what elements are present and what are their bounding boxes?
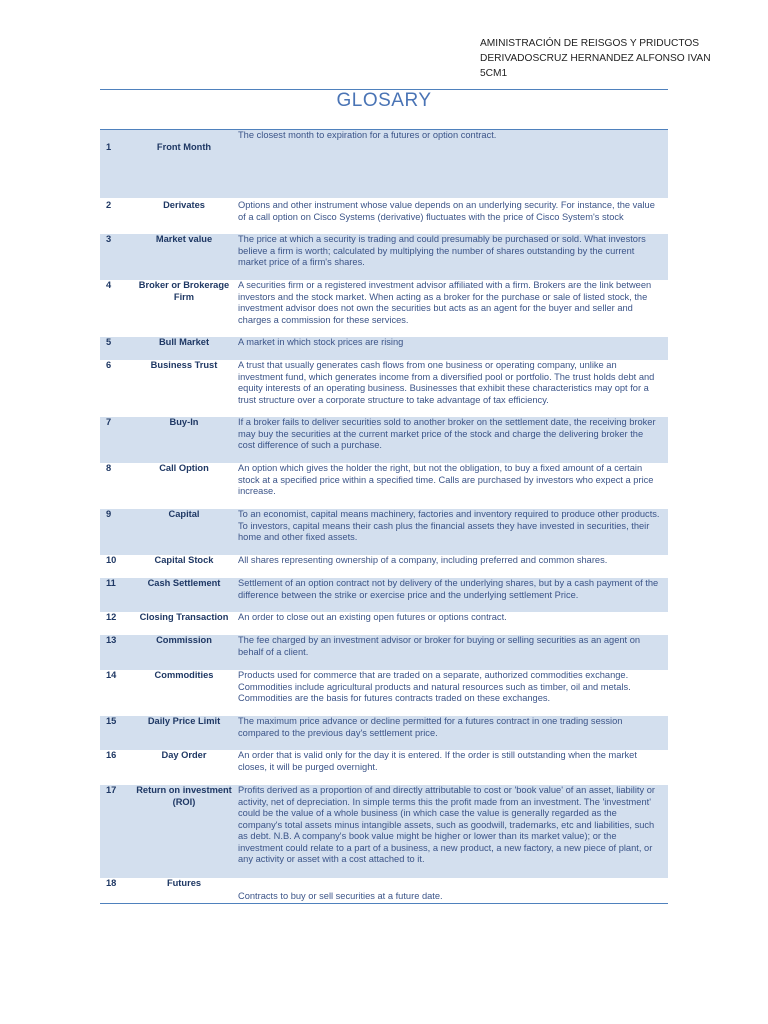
table-row (100, 750, 668, 785)
entry-definition: If a broker fails to deliver securities sold to another broker on the settlement date, the receiving broker may buy the securities at the current market price of the stock and charge the delivering broker the cost difference of such a purchase. (238, 417, 668, 463)
table-row (100, 635, 668, 670)
table-row (100, 280, 668, 337)
entry-definition: The fee charged by an investment advisor or broker for buying or selling securities as an agent on behalf of a client. (238, 635, 668, 670)
entry-term: Commission (136, 635, 238, 670)
table-row (100, 670, 668, 716)
entry-number: 15 (100, 716, 136, 750)
table-row (100, 463, 668, 509)
entry-definition: Options and other instrument whose value depends on an underlying security. For instance, the value of a call option on Cisco Systems (derivative) fluctuates with the price of Cisco System's stock (238, 200, 655, 222)
entry-number: 6 (106, 360, 112, 370)
table-row (100, 555, 668, 578)
entry-term: Bull Market (136, 337, 238, 360)
table-row (100, 337, 668, 360)
entry-definition: An option which gives the holder the right, but not the obligation, to buy a fixed amount of a certain stock at a specified price within a specified time. Calls are purchased by investors who expect a price increase. (238, 463, 654, 496)
entry-definition: Contracts to buy or sell securities at a future date. (238, 878, 668, 904)
entry-definition: A market in which stock prices are rising (238, 337, 668, 360)
entry-term: Broker or Brokerage Firm (138, 280, 230, 302)
table-row (100, 785, 668, 878)
entry-number: 13 (100, 635, 136, 670)
entry-number: 10 (106, 555, 117, 565)
entry-definition: All shares representing ownership of a company, including preferred and common shares. (238, 555, 608, 565)
entry-definition: A securities firm or a registered investment advisor affiliated with a firm. Brokers are the link between investors and the stock market. When acting as a broker for the purchase or sale of listed stock, the investment advisor does not own the securities but acts as an agent for the buyer and seller and charges a commission for these services. (238, 280, 652, 325)
entry-term: Capital (136, 509, 238, 555)
table-row (100, 878, 668, 904)
entry-definition: An order that is valid only for the day it is entered. If the order is still outstanding when the market closes, it will be purged overnight. (238, 750, 637, 772)
entry-term: Business Trust (150, 360, 218, 370)
entry-term: Market value (136, 234, 238, 280)
entry-definition: Settlement of an option contract not by delivery of the underlying shares, but by a cash payment of the difference between the strike or exercise price and the underlying settlement Price. (238, 578, 668, 612)
entry-definition: The maximum price advance or decline permitted for a futures contract in one trading session compared to the previous day's settlement price. (238, 716, 668, 750)
entry-term: Daily Price Limit (136, 716, 238, 750)
entry-term: Futures (136, 878, 238, 904)
entry-number: 8 (106, 463, 112, 473)
entry-term: Return on investment (ROI) (136, 785, 238, 878)
entry-number: 7 (100, 417, 136, 463)
header-line-3: 5CM1 (480, 68, 508, 79)
entry-definition: The closest month to expiration for a futures or option contract. (238, 130, 668, 198)
entry-number: 18 (100, 878, 136, 904)
entry-definition: Products used for commerce that are traded on a separate, authorized commodities exchange. Commodities include agricultural products and natural resources such as timber, oil and metals. Commodities are the basis for futures contracts traded on these exchanges. (238, 670, 631, 703)
table-row (100, 360, 668, 417)
entry-number: 1 (100, 130, 136, 198)
table-row (100, 612, 668, 635)
entry-term: Commodities (154, 670, 214, 680)
entry-number: 14 (106, 670, 117, 680)
table-row (100, 509, 668, 555)
entry-number: 12 (106, 612, 117, 622)
page-title: GLOSARY (336, 90, 432, 111)
entry-definition: An order to close out an existing open futures or options contract. (238, 612, 507, 622)
entry-term: Day Order (161, 750, 207, 760)
document-header (480, 36, 740, 81)
table-row (100, 198, 668, 234)
entry-number: 3 (100, 234, 136, 280)
entry-number: 11 (100, 578, 136, 612)
entry-definition: To an economist, capital means machinery, factories and inventory required to produce other products. To investors, capital means their cash plus the financial assets they have invested in securities, their home and other fixed assets. (238, 509, 668, 555)
entry-definition: A trust that usually generates cash flows from one business or operating company, unlike an investment fund, which generates income from a diversified pool or portfolio. The trust holds debt and equity interests of an operating business. Businesses that exhibit these characteristics may opt for a trust structure over a corporate structure to take advantage of tax efficiency. (238, 360, 655, 405)
table-row (100, 578, 668, 612)
header-line-1: AMINISTRACIÓN DE REISGOS Y PRIDUCTOS (480, 38, 700, 49)
table-row (100, 130, 668, 198)
entry-number: 4 (106, 280, 112, 290)
table-row (100, 716, 668, 750)
entry-number: 16 (106, 750, 117, 760)
entry-number: 17 (100, 785, 136, 878)
entry-term: Front Month (136, 130, 238, 198)
entry-term: Call Option (159, 463, 209, 473)
entry-term: Closing Transaction (139, 612, 229, 622)
entry-definition: Profits derived as a proportion of and directly attributable to cost or 'book value' of an asset, liability or activity, net of depreciation. In simple terms this the profit made from an investment. The 'investment' could be the value of a whole business (in which case the value is generally regarded as the company's total assets minus intangible assets, such as goodwill, trademarks, etc and liabilities, such as debt. N.B. A company's book value might be higher or lower than its market value); or the investment could relate to a part of a business, a new product, a new factory, a new piece of plant, or any activity or asset with a cost attached to it. (238, 785, 668, 878)
entry-definition: The price at which a security is trading and could presumably be purchased or sold. What investors believe a firm is worth; calculated by multiplying the number of shares outstanding by the current market price of a firm's shares. (238, 234, 668, 280)
entry-number: 5 (100, 337, 136, 360)
entry-term: Capital Stock (154, 555, 214, 565)
entry-term: Cash Settlement (136, 578, 238, 612)
entry-number: 2 (106, 200, 112, 210)
header-line-2: DERIVADOSCRUZ HERNANDEZ ALFONSO IVAN (480, 53, 711, 64)
table-row (100, 234, 668, 280)
entry-term: Buy-In (136, 417, 238, 463)
entry-number: 9 (100, 509, 136, 555)
entry-term: Derivates (163, 200, 205, 210)
glossary-table (100, 130, 668, 904)
table-row (100, 417, 668, 463)
